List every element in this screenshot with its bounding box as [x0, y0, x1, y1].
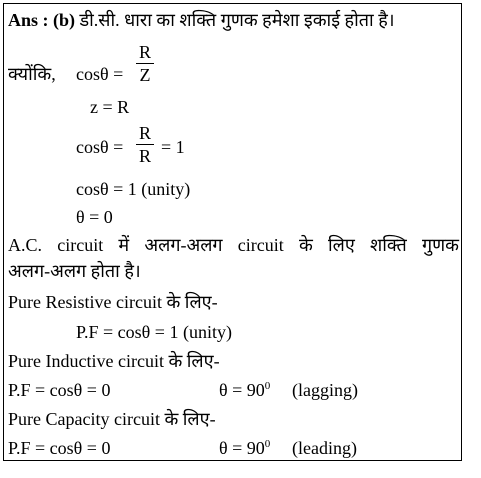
capacity-formula: P.F = cosθ = 0 [8, 438, 111, 458]
inductive-note: (lagging) [292, 380, 358, 400]
capacity-heading: Pure Capacity circuit के लिए- [8, 409, 216, 429]
inductive-heading: Pure Inductive circuit के लिए- [8, 351, 220, 371]
inductive-formula: P.F = cosθ = 0 [8, 380, 111, 400]
eq3-denominator: R [139, 146, 152, 166]
eq3-numerator: R [139, 123, 152, 143]
eq2: z = R [90, 97, 130, 117]
answer-line [8, 9, 395, 31]
eq3-rhs: = 1 [161, 137, 185, 157]
ac-note-line1: A.C. circuit में अलग-अलग circuit के लिए शक्ति गुणक [8, 235, 459, 255]
inductive-angle [219, 379, 270, 401]
answer-intro: डी.सी. धारा का शक्ति गुणक हमेशा इकाई होता है। [75, 10, 395, 30]
eq4: cosθ = 1 (unity) [76, 179, 191, 199]
eq1-numerator: R [139, 42, 152, 62]
capacity-angle-value: θ = 90 [219, 438, 265, 458]
eq3-lhs: cosθ = [76, 137, 124, 157]
eq5: θ = 0 [76, 207, 113, 227]
capacity-note: (leading) [292, 438, 357, 458]
answer-label: Ans : (b) [8, 10, 76, 30]
resistive-formula: P.F = cosθ = 1 (unity) [76, 322, 232, 342]
answer-box [3, 3, 462, 461]
inductive-degree: 0 [264, 380, 271, 392]
inductive-angle-value: θ = 90 [219, 380, 265, 400]
ac-note-line2: अलग-अलग होता है। [8, 261, 141, 281]
because-label: क्योंकि, [8, 64, 56, 84]
eq3-fraction [136, 122, 154, 167]
eq1-lhs: cosθ = [76, 64, 124, 84]
capacity-degree: 0 [264, 438, 271, 450]
eq1-fraction [136, 41, 154, 86]
eq1-denominator: Z [139, 65, 151, 85]
resistive-heading: Pure Resistive circuit के लिए- [8, 292, 218, 312]
capacity-angle [219, 437, 270, 459]
